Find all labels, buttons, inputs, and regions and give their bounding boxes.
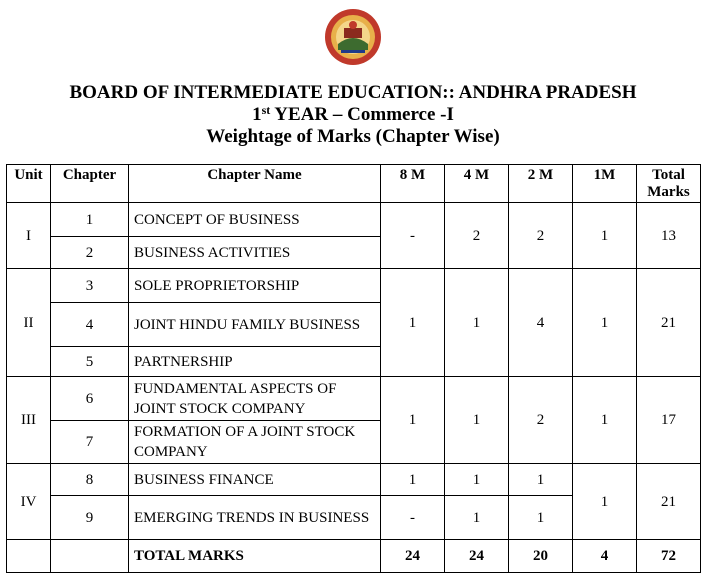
marks-2m: 4 [509, 269, 573, 377]
board-seal-icon [324, 8, 382, 66]
totals-4m: 24 [445, 540, 509, 573]
unit-cell: II [7, 269, 51, 377]
marks-8m: 1 [381, 269, 445, 377]
document-header [0, 82, 706, 148]
chapter-name: BUSINESS ACTIVITIES [129, 237, 381, 269]
unit-cell: I [7, 203, 51, 269]
header-chapter-name: Chapter Name [129, 165, 381, 203]
year-ordinal-suffix: st [261, 103, 271, 117]
chapter-name: PARTNERSHIP [129, 347, 381, 377]
marks-8m: 1 [381, 377, 445, 464]
chapter-number: 5 [51, 347, 129, 377]
marks-total: 21 [637, 269, 701, 377]
chapter-number: 4 [51, 303, 129, 347]
chapter-name: SOLE PROPRIETORSHIP [129, 269, 381, 303]
marks-4m: 1 [445, 496, 509, 540]
header-total-marks: Total Marks [637, 165, 701, 203]
chapter-name: FUNDAMENTAL ASPECTS OF JOINT STOCK COMPANY [129, 377, 381, 421]
marks-1m: 1 [573, 464, 637, 540]
header-chapter: Chapter [51, 165, 129, 203]
chapter-number: 1 [51, 203, 129, 237]
marks-8m: - [381, 203, 445, 269]
totals-8m: 24 [381, 540, 445, 573]
marks-total: 17 [637, 377, 701, 464]
totals-grand: 72 [637, 540, 701, 573]
marks-2m: 2 [509, 203, 573, 269]
totals-unit-empty [7, 540, 51, 573]
year-number: 1 [252, 104, 262, 125]
header-2m: 2 M [509, 165, 573, 203]
marks-total: 13 [637, 203, 701, 269]
table-row [7, 377, 701, 421]
chapter-number: 6 [51, 377, 129, 421]
header-8m: 8 M [381, 165, 445, 203]
marks-1m: 1 [573, 203, 637, 269]
marks-4m: 1 [445, 377, 509, 464]
marks-1m: 1 [573, 269, 637, 377]
header-4m: 4 M [445, 165, 509, 203]
table-row [7, 464, 701, 496]
table-header-row [7, 165, 701, 203]
totals-label: TOTAL MARKS [129, 540, 381, 573]
chapter-number: 9 [51, 496, 129, 540]
chapter-number: 8 [51, 464, 129, 496]
chapter-name: CONCEPT OF BUSINESS [129, 203, 381, 237]
chapter-name: BUSINESS FINANCE [129, 464, 381, 496]
table-row [7, 203, 701, 237]
weightage-subtitle: Weightage of Marks (Chapter Wise) [206, 126, 500, 147]
chapter-name: JOINT HINDU FAMILY BUSINESS [129, 303, 381, 347]
chapter-name: EMERGING TRENDS IN BUSINESS [129, 496, 381, 540]
unit-cell: III [7, 377, 51, 464]
marks-2m: 2 [509, 377, 573, 464]
weightage-table [6, 164, 701, 573]
unit-cell: IV [7, 464, 51, 540]
totals-1m: 4 [573, 540, 637, 573]
chapter-number: 3 [51, 269, 129, 303]
marks-1m: 1 [573, 377, 637, 464]
year-subject-text: YEAR – Commerce -I [270, 104, 454, 125]
marks-2m: 1 [509, 496, 573, 540]
totals-chapter-empty [51, 540, 129, 573]
marks-4m: 2 [445, 203, 509, 269]
board-title: BOARD OF INTERMEDIATE EDUCATION:: ANDHRA PRADESH [69, 82, 637, 103]
chapter-number: 7 [51, 421, 129, 464]
header-1m: 1M [573, 165, 637, 203]
marks-4m: 1 [445, 464, 509, 496]
marks-8m: - [381, 496, 445, 540]
marks-total: 21 [637, 464, 701, 540]
year-subject-title [0, 104, 706, 126]
marks-8m: 1 [381, 464, 445, 496]
chapter-number: 2 [51, 237, 129, 269]
marks-4m: 1 [445, 269, 509, 377]
totals-row [7, 540, 701, 573]
chapter-name: FORMATION OF A JOINT STOCK COMPANY [129, 421, 381, 464]
table-row [7, 269, 701, 303]
totals-2m: 20 [509, 540, 573, 573]
marks-2m: 1 [509, 464, 573, 496]
header-unit: Unit [7, 165, 51, 203]
